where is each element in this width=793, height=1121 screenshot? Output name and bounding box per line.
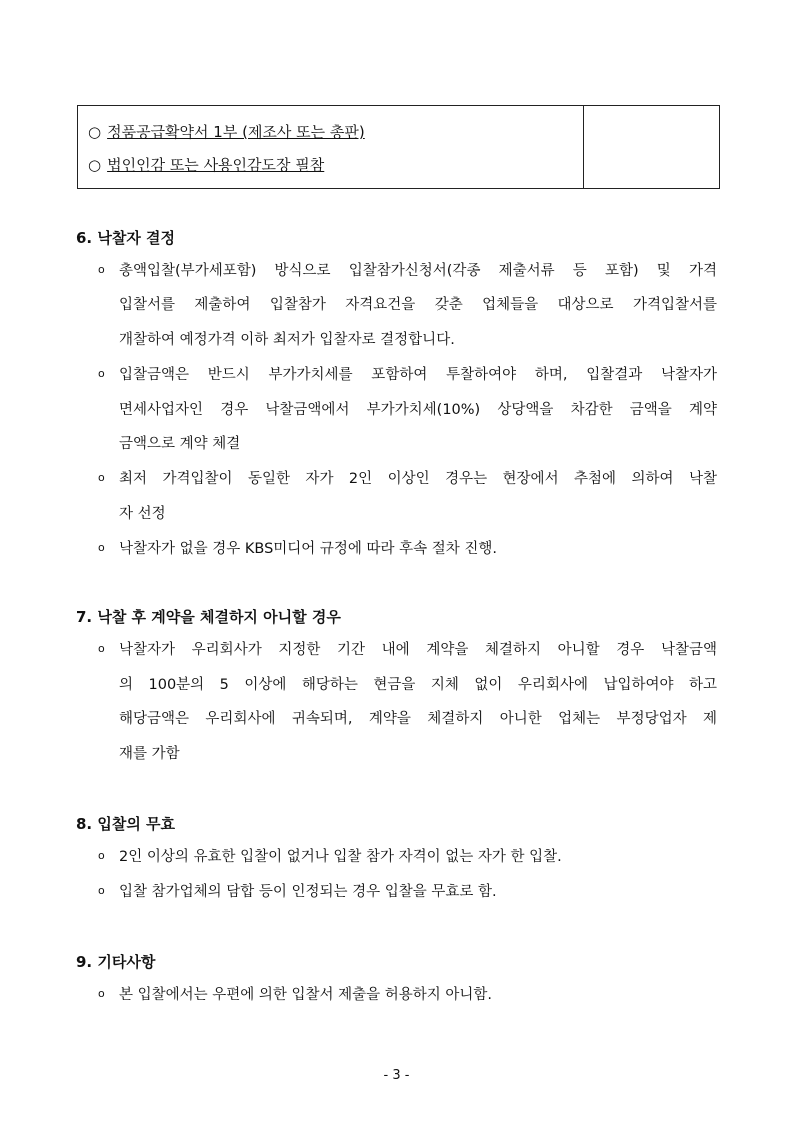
bullet-icon: o bbox=[98, 987, 105, 1000]
paragraph-line: 의 100분의 5 이상에 해당하는 현금을 지체 없이 우리회사에 납입하여야 하고 bbox=[119, 677, 717, 693]
bullet-icon: o bbox=[98, 367, 105, 380]
paragraph-line: 최저 가격입찰이 동일한 자가 2인 이상인 경우는 현장에서 추첨에 의하여 낙찰 bbox=[119, 471, 717, 487]
page-number: - 3 - bbox=[383, 1068, 410, 1083]
paragraph-line: 입찰서를 제출하여 입찰참가 자격요건을 갖춘 업체들을 대상으로 가격입찰서를 bbox=[119, 297, 717, 313]
requirements-table bbox=[77, 105, 720, 189]
bullet-icon: o bbox=[98, 263, 105, 276]
paragraph-line: 해당금액은 우리회사에 귀속되며, 계약을 체결하지 아니한 업체는 부정당업자 제 bbox=[119, 711, 717, 727]
bullet-icon: o bbox=[98, 541, 105, 554]
bullet-icon: o bbox=[98, 884, 105, 897]
table-item-text: 법인인감 또는 사용인감도장 필참 bbox=[107, 156, 325, 174]
paragraph-line: 2인 이상의 유효한 입찰이 없거나 입찰 참가 자격이 없는 자가 한 입찰. bbox=[119, 849, 562, 865]
paragraph-line: 면세사업자인 경우 낙찰금액에서 부가가치세(10%) 상당액을 차감한 금액을 계약 bbox=[119, 402, 717, 418]
circle-bullet-icon: ○ bbox=[88, 156, 102, 174]
bullet-icon: o bbox=[98, 849, 105, 862]
section-heading-7: 7. 낙찰 후 계약을 체결하지 아니할 경우 bbox=[76, 608, 341, 626]
section-heading-6: 6. 낙찰자 결정 bbox=[76, 229, 176, 247]
paragraph-line: 개찰하여 예정가격 이하 최저가 입찰자로 결정합니다. bbox=[119, 332, 455, 348]
table-row bbox=[88, 121, 365, 142]
paragraph-line: 입찰 참가업체의 담합 등이 인정되는 경우 입찰을 무효로 함. bbox=[119, 884, 497, 900]
bullet-icon: o bbox=[98, 642, 105, 655]
paragraph-line: 낙찰자가 없을 경우 KBS미디어 규정에 따라 후속 절차 진행. bbox=[119, 541, 498, 557]
paragraph-line: 재를 가함 bbox=[119, 746, 180, 762]
paragraph-line: 본 입찰에서는 우편에 의한 입찰서 제출을 허용하지 아니함. bbox=[119, 987, 493, 1003]
table-row bbox=[88, 154, 324, 175]
paragraph-line: 총액입찰(부가세포함) 방식으로 입찰참가신청서(각종 제출서류 등 포함) 및 가격 bbox=[119, 263, 717, 279]
section-heading-9: 9. 기타사항 bbox=[76, 953, 156, 971]
paragraph-line: 낙찰자가 우리회사가 지정한 기간 내에 계약을 체결하지 아니할 경우 낙찰금액 bbox=[119, 642, 717, 658]
section-heading-8: 8. 입찰의 무효 bbox=[76, 815, 176, 833]
bullet-icon: o bbox=[98, 471, 105, 484]
paragraph-line: 입찰금액은 반드시 부가가치세를 포함하여 투찰하여야 하며, 입찰결과 낙찰자가 bbox=[119, 367, 717, 383]
table-divider bbox=[583, 106, 584, 188]
circle-bullet-icon: ○ bbox=[88, 123, 102, 141]
table-item-text: 정품공급확약서 1부 (제조사 또는 총판) bbox=[107, 123, 365, 141]
paragraph-line: 자 선정 bbox=[119, 506, 166, 522]
paragraph-line: 금액으로 계약 체결 bbox=[119, 436, 241, 452]
